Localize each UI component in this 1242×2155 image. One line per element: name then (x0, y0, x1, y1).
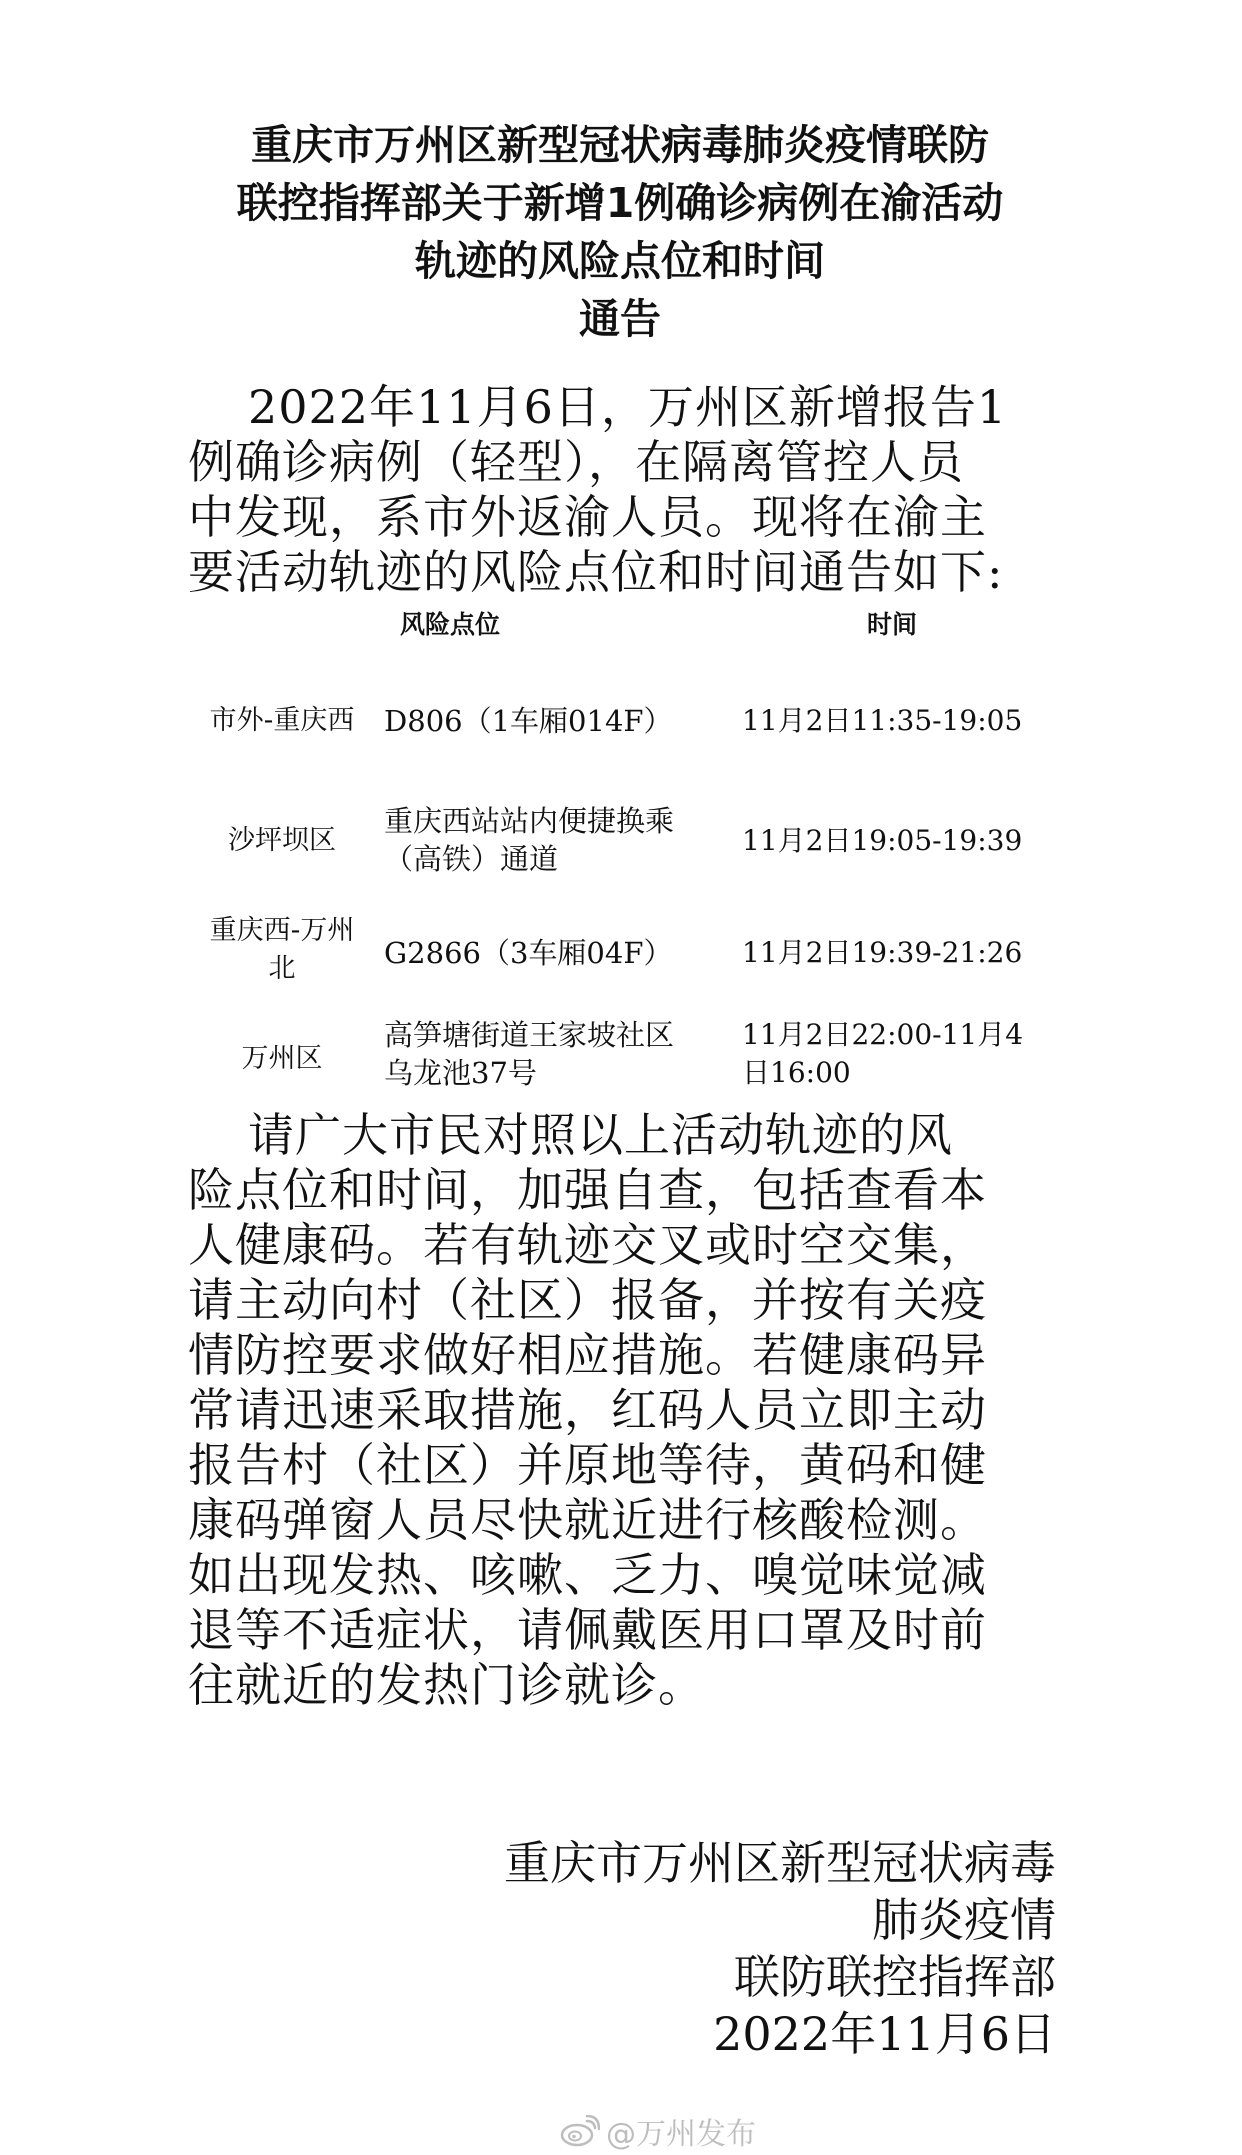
intro-line: 中发现，系市外返渝人员。现将在渝主 (188, 490, 987, 544)
watermark-text: @万州发布 (606, 2117, 756, 2152)
cell-line: G2866（3车厢04F） (384, 936, 673, 970)
advice-line: 往就近的发热门诊就诊。 (188, 1658, 705, 1712)
intro-line: 例确诊病例（轻型），在隔离管控人员 (188, 435, 964, 489)
table-cell-place (384, 702, 724, 740)
signature-block (504, 1835, 1056, 2063)
watermark (560, 2113, 756, 2152)
cell-line: 市外-重庆西 (209, 705, 355, 736)
notice-title (170, 116, 1070, 348)
cell-line: 11月2日19:05-19:39 (742, 824, 1023, 857)
cell-line: 重庆西-万州 (209, 915, 355, 946)
table-cell-place (384, 802, 724, 878)
table-cell-time (742, 934, 1062, 972)
cell-line: 沙坪坝区 (228, 825, 336, 856)
cell-line: 重庆西站站内便捷换乘 (384, 804, 675, 838)
table-cell-time (742, 702, 1062, 740)
cell-line: 乌龙池37号 (384, 1056, 537, 1090)
title-line: 通告 (579, 295, 661, 343)
cell-line: D806（1车厢014F） (384, 704, 673, 738)
advice-line: 如出现发热、咳嗽、乏力、嗅觉味觉减 (188, 1548, 987, 1602)
advice-line: 险点位和时间，加强自查，包括查看本 (188, 1163, 987, 1217)
advice-line: 康码弹窗人员尽快就近进行核酸检测。 (188, 1493, 987, 1547)
signature-line: 重庆市万州区新型冠状病毒 (504, 1836, 1056, 1890)
header-location: 风险点位 (400, 610, 501, 639)
advice-line: 报告村（社区）并原地等待，黄码和健 (188, 1438, 987, 1492)
cell-line: 高笋塘街道王家坡社区 (384, 1018, 675, 1052)
intro-line: 2022年11月6日，万州区新增报告1 (248, 380, 1008, 434)
signature-date: 2022年11月6日 (713, 2007, 1056, 2061)
table-cell-area (190, 822, 374, 860)
cell-line: 北 (268, 953, 296, 984)
header-time: 时间 (867, 610, 918, 639)
title-line: 重庆市万州区新型冠状病毒肺炎疫情联防 (251, 121, 989, 169)
intro-paragraph (188, 380, 1060, 600)
advice-line: 退等不适症状，请佩戴医用口罩及时前 (188, 1603, 987, 1657)
advice-line: 请主动向村（社区）报备，并按有关疫 (188, 1273, 987, 1327)
cell-line: 日16:00 (742, 1056, 851, 1089)
title-line: 联控指挥部关于新增1例确诊病例在渝活动 (236, 179, 1004, 227)
table-cell-time (742, 1016, 1062, 1092)
cell-line: 11月2日22:00-11月4 (742, 1018, 1024, 1051)
advice-line: 人健康码。若有轨迹交叉或时空交集， (188, 1218, 987, 1272)
cell-line: 11月2日19:39-21:26 (742, 936, 1023, 969)
cell-line: 万州区 (241, 1043, 323, 1074)
cell-line: （高铁）通道 (384, 842, 559, 876)
signature-line: 肺炎疫情 (872, 1893, 1056, 1947)
advice-paragraph (188, 1108, 1060, 1713)
table-cell-place (384, 1016, 724, 1092)
intro-line: 要活动轨迹的风险点位和时间通告如下: (188, 545, 1004, 599)
table-cell-time (742, 822, 1062, 860)
title-line: 轨迹的风险点位和时间 (415, 237, 825, 285)
table-cell-place (384, 934, 724, 972)
signature-line: 联防联控指挥部 (734, 1950, 1056, 2004)
advice-line: 请广大市民对照以上活动轨迹的风 (248, 1108, 953, 1162)
advice-line: 情防控要求做好相应措施。若健康码异 (188, 1328, 987, 1382)
weibo-logo-icon (560, 2115, 600, 2147)
table-cell-area (190, 1040, 374, 1078)
table-cell-area (190, 912, 374, 988)
advice-line: 常请迅速采取措施，红码人员立即主动 (188, 1383, 987, 1437)
table-cell-area (190, 702, 374, 740)
cell-line: 11月2日11:35-19:05 (742, 704, 1023, 737)
